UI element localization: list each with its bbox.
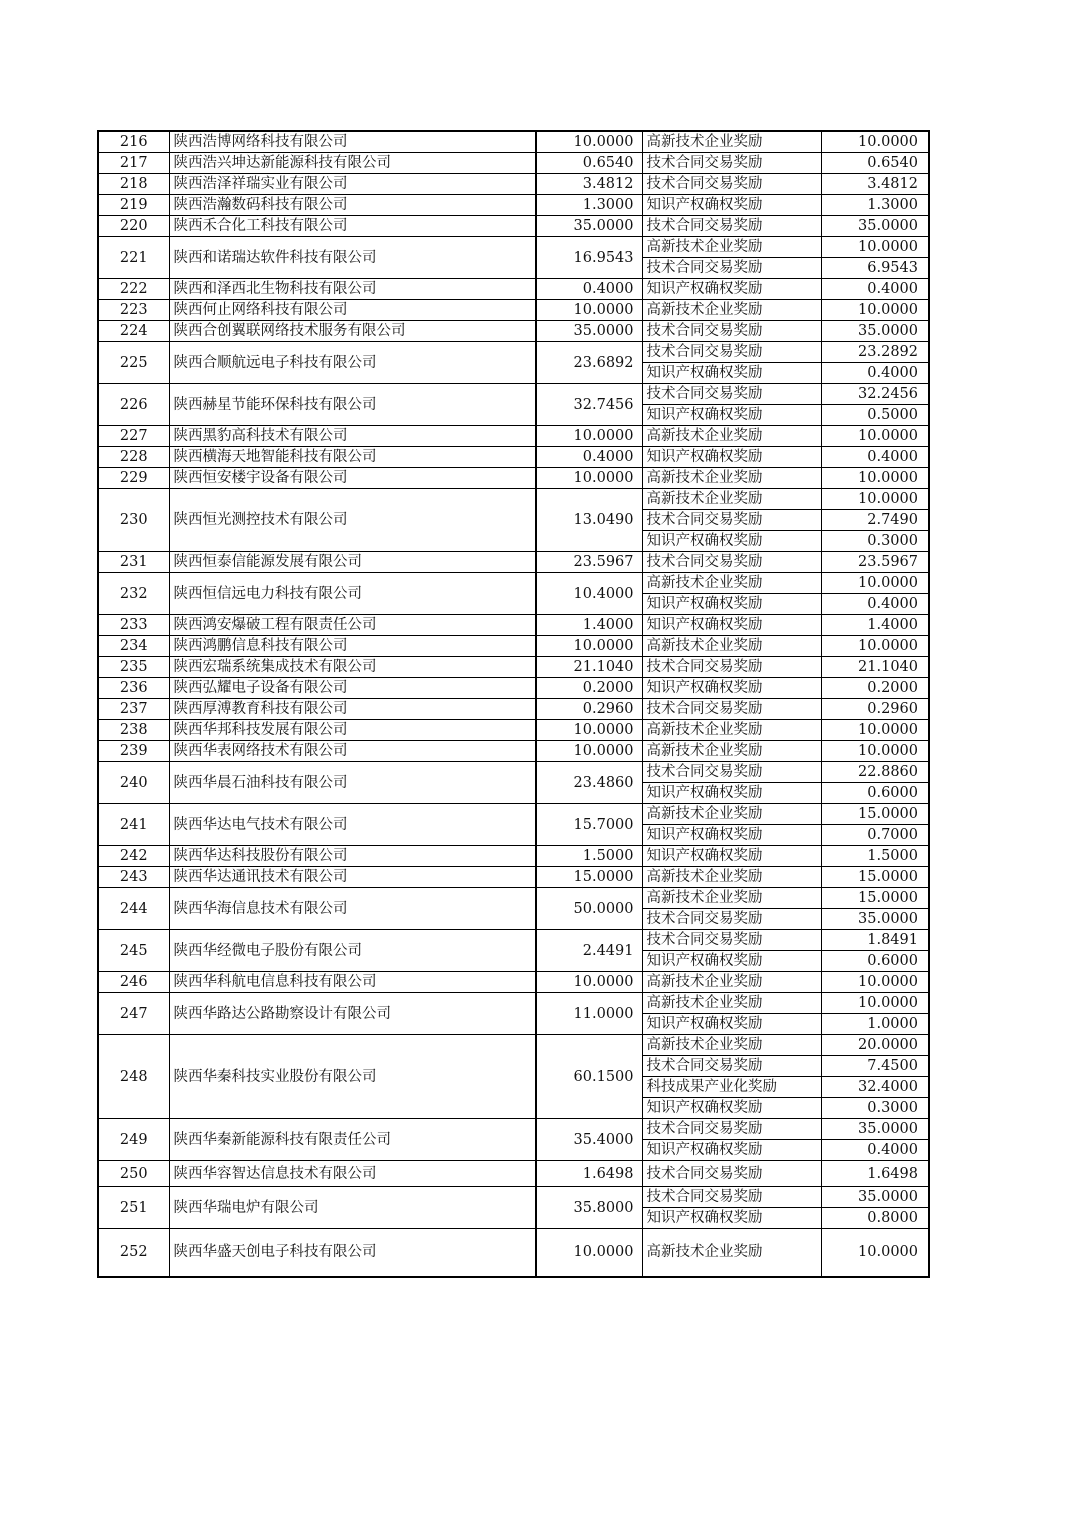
total-amount: 1.5000 xyxy=(536,846,642,867)
table-row xyxy=(98,489,929,510)
award-type: 技术合同交易奖励 xyxy=(642,657,821,678)
table-row xyxy=(98,279,929,300)
row-number: 224 xyxy=(98,321,169,342)
row-number: 233 xyxy=(98,615,169,636)
row-number: 247 xyxy=(98,993,169,1035)
company-name: 陕西和诺瑞达软件科技有限公司 xyxy=(169,237,536,279)
table-row xyxy=(98,300,929,321)
company-name: 陕西华经微电子股份有限公司 xyxy=(169,930,536,972)
total-amount: 2.4491 xyxy=(536,930,642,972)
total-amount: 10.0000 xyxy=(536,1229,642,1277)
total-amount: 16.9543 xyxy=(536,237,642,279)
award-type: 高新技术企业奖励 xyxy=(642,237,821,258)
award-type: 高新技术企业奖励 xyxy=(642,867,821,888)
total-amount: 15.7000 xyxy=(536,804,642,846)
company-name: 陕西赫星节能环保科技有限公司 xyxy=(169,384,536,426)
table-row xyxy=(98,993,929,1014)
table-row xyxy=(98,573,929,594)
award-amount: 10.0000 xyxy=(821,489,929,510)
total-amount: 15.0000 xyxy=(536,867,642,888)
award-amount: 0.4000 xyxy=(821,594,929,615)
award-amount: 0.4000 xyxy=(821,279,929,300)
company-name: 陕西华盛天创电子科技有限公司 xyxy=(169,1229,536,1277)
company-name: 陕西恒信远电力科技有限公司 xyxy=(169,573,536,615)
company-name: 陕西合顺航远电子科技有限公司 xyxy=(169,342,536,384)
total-amount: 32.7456 xyxy=(536,384,642,426)
total-amount: 35.8000 xyxy=(536,1187,642,1229)
award-amount: 0.4000 xyxy=(821,363,929,384)
table-row xyxy=(98,1161,929,1187)
company-name: 陕西禾合化工科技有限公司 xyxy=(169,216,536,237)
table-row xyxy=(98,447,929,468)
row-number: 243 xyxy=(98,867,169,888)
row-number: 222 xyxy=(98,279,169,300)
total-amount: 0.2960 xyxy=(536,699,642,720)
row-number: 226 xyxy=(98,384,169,426)
total-amount: 60.1500 xyxy=(536,1035,642,1119)
award-amount: 20.0000 xyxy=(821,1035,929,1056)
row-number: 227 xyxy=(98,426,169,447)
award-amount: 10.0000 xyxy=(821,1229,929,1277)
row-number: 240 xyxy=(98,762,169,804)
award-amount: 1.8491 xyxy=(821,930,929,951)
row-number: 231 xyxy=(98,552,169,573)
row-number: 216 xyxy=(98,131,169,153)
table-row xyxy=(98,1187,929,1208)
award-type: 高新技术企业奖励 xyxy=(642,1035,821,1056)
total-amount: 35.0000 xyxy=(536,321,642,342)
table-row xyxy=(98,384,929,405)
award-type: 高新技术企业奖励 xyxy=(642,300,821,321)
award-amount: 15.0000 xyxy=(821,888,929,909)
table-row xyxy=(98,741,929,762)
company-name: 陕西何止网络科技有限公司 xyxy=(169,300,536,321)
table-row xyxy=(98,153,929,174)
award-type: 高新技术企业奖励 xyxy=(642,573,821,594)
award-amount: 6.9543 xyxy=(821,258,929,279)
award-type: 技术合同交易奖励 xyxy=(642,174,821,195)
total-amount: 10.0000 xyxy=(536,426,642,447)
table-row xyxy=(98,174,929,195)
award-amount: 1.3000 xyxy=(821,195,929,216)
award-type: 技术合同交易奖励 xyxy=(642,909,821,930)
award-type: 知识产权确权奖励 xyxy=(642,279,821,300)
row-number: 238 xyxy=(98,720,169,741)
award-amount: 1.0000 xyxy=(821,1014,929,1035)
award-amount: 0.7000 xyxy=(821,825,929,846)
award-type: 知识产权确权奖励 xyxy=(642,951,821,972)
award-amount: 10.0000 xyxy=(821,741,929,762)
company-name: 陕西华达电气技术有限公司 xyxy=(169,804,536,846)
award-type: 高新技术企业奖励 xyxy=(642,741,821,762)
table-row xyxy=(98,216,929,237)
table-row xyxy=(98,131,929,153)
row-number: 230 xyxy=(98,489,169,552)
row-number: 241 xyxy=(98,804,169,846)
award-type: 高新技术企业奖励 xyxy=(642,993,821,1014)
table-row xyxy=(98,1119,929,1140)
award-type: 高新技术企业奖励 xyxy=(642,720,821,741)
row-number: 244 xyxy=(98,888,169,930)
table-row xyxy=(98,657,929,678)
award-type: 技术合同交易奖励 xyxy=(642,342,821,363)
total-amount: 0.4000 xyxy=(536,279,642,300)
award-type: 技术合同交易奖励 xyxy=(642,216,821,237)
award-amount: 0.8000 xyxy=(821,1208,929,1229)
row-number: 251 xyxy=(98,1187,169,1229)
table-row xyxy=(98,426,929,447)
award-amount: 0.2000 xyxy=(821,678,929,699)
award-amount: 35.0000 xyxy=(821,909,929,930)
award-type: 技术合同交易奖励 xyxy=(642,552,821,573)
company-name: 陕西鸿安爆破工程有限责任公司 xyxy=(169,615,536,636)
table-row xyxy=(98,699,929,720)
award-amount: 10.0000 xyxy=(821,573,929,594)
award-amount: 0.6000 xyxy=(821,783,929,804)
table-row xyxy=(98,1035,929,1056)
table-row xyxy=(98,615,929,636)
total-amount: 11.0000 xyxy=(536,993,642,1035)
total-amount: 10.0000 xyxy=(536,131,642,153)
table-row xyxy=(98,1229,929,1277)
company-name: 陕西华达通讯技术有限公司 xyxy=(169,867,536,888)
award-amount: 0.6000 xyxy=(821,951,929,972)
award-table xyxy=(97,130,930,1278)
award-type: 高新技术企业奖励 xyxy=(642,636,821,657)
row-number: 220 xyxy=(98,216,169,237)
award-amount: 10.0000 xyxy=(821,636,929,657)
award-amount: 1.5000 xyxy=(821,846,929,867)
award-type: 技术合同交易奖励 xyxy=(642,153,821,174)
row-number: 245 xyxy=(98,930,169,972)
row-number: 252 xyxy=(98,1229,169,1277)
company-name: 陕西华晨石油科技有限公司 xyxy=(169,762,536,804)
total-amount: 10.0000 xyxy=(536,720,642,741)
award-type: 高新技术企业奖励 xyxy=(642,489,821,510)
total-amount: 10.4000 xyxy=(536,573,642,615)
award-type: 高新技术企业奖励 xyxy=(642,426,821,447)
total-amount: 10.0000 xyxy=(536,972,642,993)
row-number: 225 xyxy=(98,342,169,384)
row-number: 221 xyxy=(98,237,169,279)
table-row xyxy=(98,846,929,867)
award-type: 技术合同交易奖励 xyxy=(642,1161,821,1187)
company-name: 陕西横海天地智能科技有限公司 xyxy=(169,447,536,468)
total-amount: 3.4812 xyxy=(536,174,642,195)
total-amount: 50.0000 xyxy=(536,888,642,930)
row-number: 242 xyxy=(98,846,169,867)
award-amount: 10.0000 xyxy=(821,993,929,1014)
award-type: 高新技术企业奖励 xyxy=(642,888,821,909)
award-amount: 23.5967 xyxy=(821,552,929,573)
award-amount: 0.2960 xyxy=(821,699,929,720)
award-type: 知识产权确权奖励 xyxy=(642,195,821,216)
award-amount: 35.0000 xyxy=(821,321,929,342)
company-name: 陕西浩泽祥瑞实业有限公司 xyxy=(169,174,536,195)
award-type: 知识产权确权奖励 xyxy=(642,594,821,615)
award-type: 知识产权确权奖励 xyxy=(642,1014,821,1035)
row-number: 219 xyxy=(98,195,169,216)
row-number: 223 xyxy=(98,300,169,321)
row-number: 234 xyxy=(98,636,169,657)
company-name: 陕西华路达公路勘察设计有限公司 xyxy=(169,993,536,1035)
award-type: 高新技术企业奖励 xyxy=(642,468,821,489)
total-amount: 35.4000 xyxy=(536,1119,642,1161)
table-row xyxy=(98,678,929,699)
award-amount: 32.2456 xyxy=(821,384,929,405)
table-row xyxy=(98,804,929,825)
company-name: 陕西恒泰信能源发展有限公司 xyxy=(169,552,536,573)
award-amount: 15.0000 xyxy=(821,867,929,888)
award-type: 技术合同交易奖励 xyxy=(642,762,821,783)
award-type: 技术合同交易奖励 xyxy=(642,510,821,531)
total-amount: 0.2000 xyxy=(536,678,642,699)
total-amount: 23.4860 xyxy=(536,762,642,804)
award-amount: 3.4812 xyxy=(821,174,929,195)
award-type: 技术合同交易奖励 xyxy=(642,321,821,342)
table-row xyxy=(98,636,929,657)
company-name: 陕西华邦科技发展有限公司 xyxy=(169,720,536,741)
row-number: 248 xyxy=(98,1035,169,1119)
total-amount: 1.4000 xyxy=(536,615,642,636)
row-number: 236 xyxy=(98,678,169,699)
row-number: 249 xyxy=(98,1119,169,1161)
award-type: 技术合同交易奖励 xyxy=(642,699,821,720)
award-amount: 0.4000 xyxy=(821,447,929,468)
award-amount: 10.0000 xyxy=(821,426,929,447)
award-amount: 0.6540 xyxy=(821,153,929,174)
award-type: 知识产权确权奖励 xyxy=(642,1140,821,1161)
company-name: 陕西华科航电信息科技有限公司 xyxy=(169,972,536,993)
award-type: 知识产权确权奖励 xyxy=(642,405,821,426)
award-type: 知识产权确权奖励 xyxy=(642,1098,821,1119)
company-name: 陕西浩瀚数码科技有限公司 xyxy=(169,195,536,216)
total-amount: 10.0000 xyxy=(536,741,642,762)
company-name: 陕西恒光测控技术有限公司 xyxy=(169,489,536,552)
award-type: 科技成果产业化奖励 xyxy=(642,1077,821,1098)
award-type: 知识产权确权奖励 xyxy=(642,783,821,804)
award-amount: 10.0000 xyxy=(821,131,929,153)
company-name: 陕西黑豹高科技术有限公司 xyxy=(169,426,536,447)
award-type: 知识产权确权奖励 xyxy=(642,846,821,867)
total-amount: 0.4000 xyxy=(536,447,642,468)
table-row xyxy=(98,342,929,363)
total-amount: 21.1040 xyxy=(536,657,642,678)
company-name: 陕西华表网络技术有限公司 xyxy=(169,741,536,762)
award-amount: 35.0000 xyxy=(821,216,929,237)
award-type: 技术合同交易奖励 xyxy=(642,1187,821,1208)
total-amount: 13.0490 xyxy=(536,489,642,552)
company-name: 陕西华海信息技术有限公司 xyxy=(169,888,536,930)
total-amount: 23.5967 xyxy=(536,552,642,573)
company-name: 陕西浩博网络科技有限公司 xyxy=(169,131,536,153)
total-amount: 10.0000 xyxy=(536,468,642,489)
row-number: 246 xyxy=(98,972,169,993)
award-amount: 10.0000 xyxy=(821,300,929,321)
row-number: 217 xyxy=(98,153,169,174)
table-row xyxy=(98,720,929,741)
award-amount: 2.7490 xyxy=(821,510,929,531)
award-amount: 1.4000 xyxy=(821,615,929,636)
award-type: 高新技术企业奖励 xyxy=(642,972,821,993)
award-amount: 10.0000 xyxy=(821,237,929,258)
award-amount: 0.5000 xyxy=(821,405,929,426)
award-type: 技术合同交易奖励 xyxy=(642,930,821,951)
row-number: 228 xyxy=(98,447,169,468)
award-amount: 0.3000 xyxy=(821,531,929,552)
company-name: 陕西弘耀电子设备有限公司 xyxy=(169,678,536,699)
table-row xyxy=(98,195,929,216)
award-amount: 35.0000 xyxy=(821,1187,929,1208)
award-type: 技术合同交易奖励 xyxy=(642,258,821,279)
table-row xyxy=(98,468,929,489)
table-row xyxy=(98,762,929,783)
award-type: 知识产权确权奖励 xyxy=(642,615,821,636)
total-amount: 10.0000 xyxy=(536,300,642,321)
award-type: 高新技术企业奖励 xyxy=(642,1229,821,1277)
row-number: 250 xyxy=(98,1161,169,1187)
company-name: 陕西华瑞电炉有限公司 xyxy=(169,1187,536,1229)
company-name: 陕西华秦新能源科技有限责任公司 xyxy=(169,1119,536,1161)
company-name: 陕西合创翼联网络技术服务有限公司 xyxy=(169,321,536,342)
total-amount: 1.3000 xyxy=(536,195,642,216)
award-amount: 10.0000 xyxy=(821,720,929,741)
table-row xyxy=(98,867,929,888)
award-amount: 0.3000 xyxy=(821,1098,929,1119)
table-row xyxy=(98,237,929,258)
award-type: 技术合同交易奖励 xyxy=(642,384,821,405)
company-name: 陕西恒安楼宇设备有限公司 xyxy=(169,468,536,489)
award-amount: 32.4000 xyxy=(821,1077,929,1098)
company-name: 陕西和泽西北生物科技有限公司 xyxy=(169,279,536,300)
row-number: 229 xyxy=(98,468,169,489)
table-row xyxy=(98,321,929,342)
award-amount: 22.8860 xyxy=(821,762,929,783)
award-amount: 23.2892 xyxy=(821,342,929,363)
total-amount: 23.6892 xyxy=(536,342,642,384)
award-type: 技术合同交易奖励 xyxy=(642,1056,821,1077)
row-number: 237 xyxy=(98,699,169,720)
company-name: 陕西浩兴坤达新能源科技有限公司 xyxy=(169,153,536,174)
total-amount: 10.0000 xyxy=(536,636,642,657)
company-name: 陕西华达科技股份有限公司 xyxy=(169,846,536,867)
company-name: 陕西华秦科技实业股份有限公司 xyxy=(169,1035,536,1119)
row-number: 218 xyxy=(98,174,169,195)
award-amount: 21.1040 xyxy=(821,657,929,678)
award-amount: 15.0000 xyxy=(821,804,929,825)
table-row xyxy=(98,888,929,909)
total-amount: 1.6498 xyxy=(536,1161,642,1187)
award-amount: 10.0000 xyxy=(821,972,929,993)
award-type: 高新技术企业奖励 xyxy=(642,804,821,825)
total-amount: 0.6540 xyxy=(536,153,642,174)
company-name: 陕西华容智达信息技术有限公司 xyxy=(169,1161,536,1187)
award-type: 知识产权确权奖励 xyxy=(642,825,821,846)
row-number: 239 xyxy=(98,741,169,762)
award-type: 知识产权确权奖励 xyxy=(642,447,821,468)
table-row xyxy=(98,552,929,573)
award-type: 知识产权确权奖励 xyxy=(642,678,821,699)
table-row xyxy=(98,972,929,993)
company-name: 陕西厚溥教育科技有限公司 xyxy=(169,699,536,720)
award-type: 知识产权确权奖励 xyxy=(642,363,821,384)
award-amount: 1.6498 xyxy=(821,1161,929,1187)
award-amount: 7.4500 xyxy=(821,1056,929,1077)
row-number: 232 xyxy=(98,573,169,615)
award-type: 高新技术企业奖励 xyxy=(642,131,821,153)
award-amount: 35.0000 xyxy=(821,1119,929,1140)
award-type: 技术合同交易奖励 xyxy=(642,1119,821,1140)
company-name: 陕西鸿鹏信息科技有限公司 xyxy=(169,636,536,657)
award-type: 知识产权确权奖励 xyxy=(642,531,821,552)
company-name: 陕西宏瑞系统集成技术有限公司 xyxy=(169,657,536,678)
table-row xyxy=(98,930,929,951)
award-table-body xyxy=(98,131,929,1277)
total-amount: 35.0000 xyxy=(536,216,642,237)
award-amount: 0.4000 xyxy=(821,1140,929,1161)
award-amount: 10.0000 xyxy=(821,468,929,489)
row-number: 235 xyxy=(98,657,169,678)
award-type: 知识产权确权奖励 xyxy=(642,1208,821,1229)
